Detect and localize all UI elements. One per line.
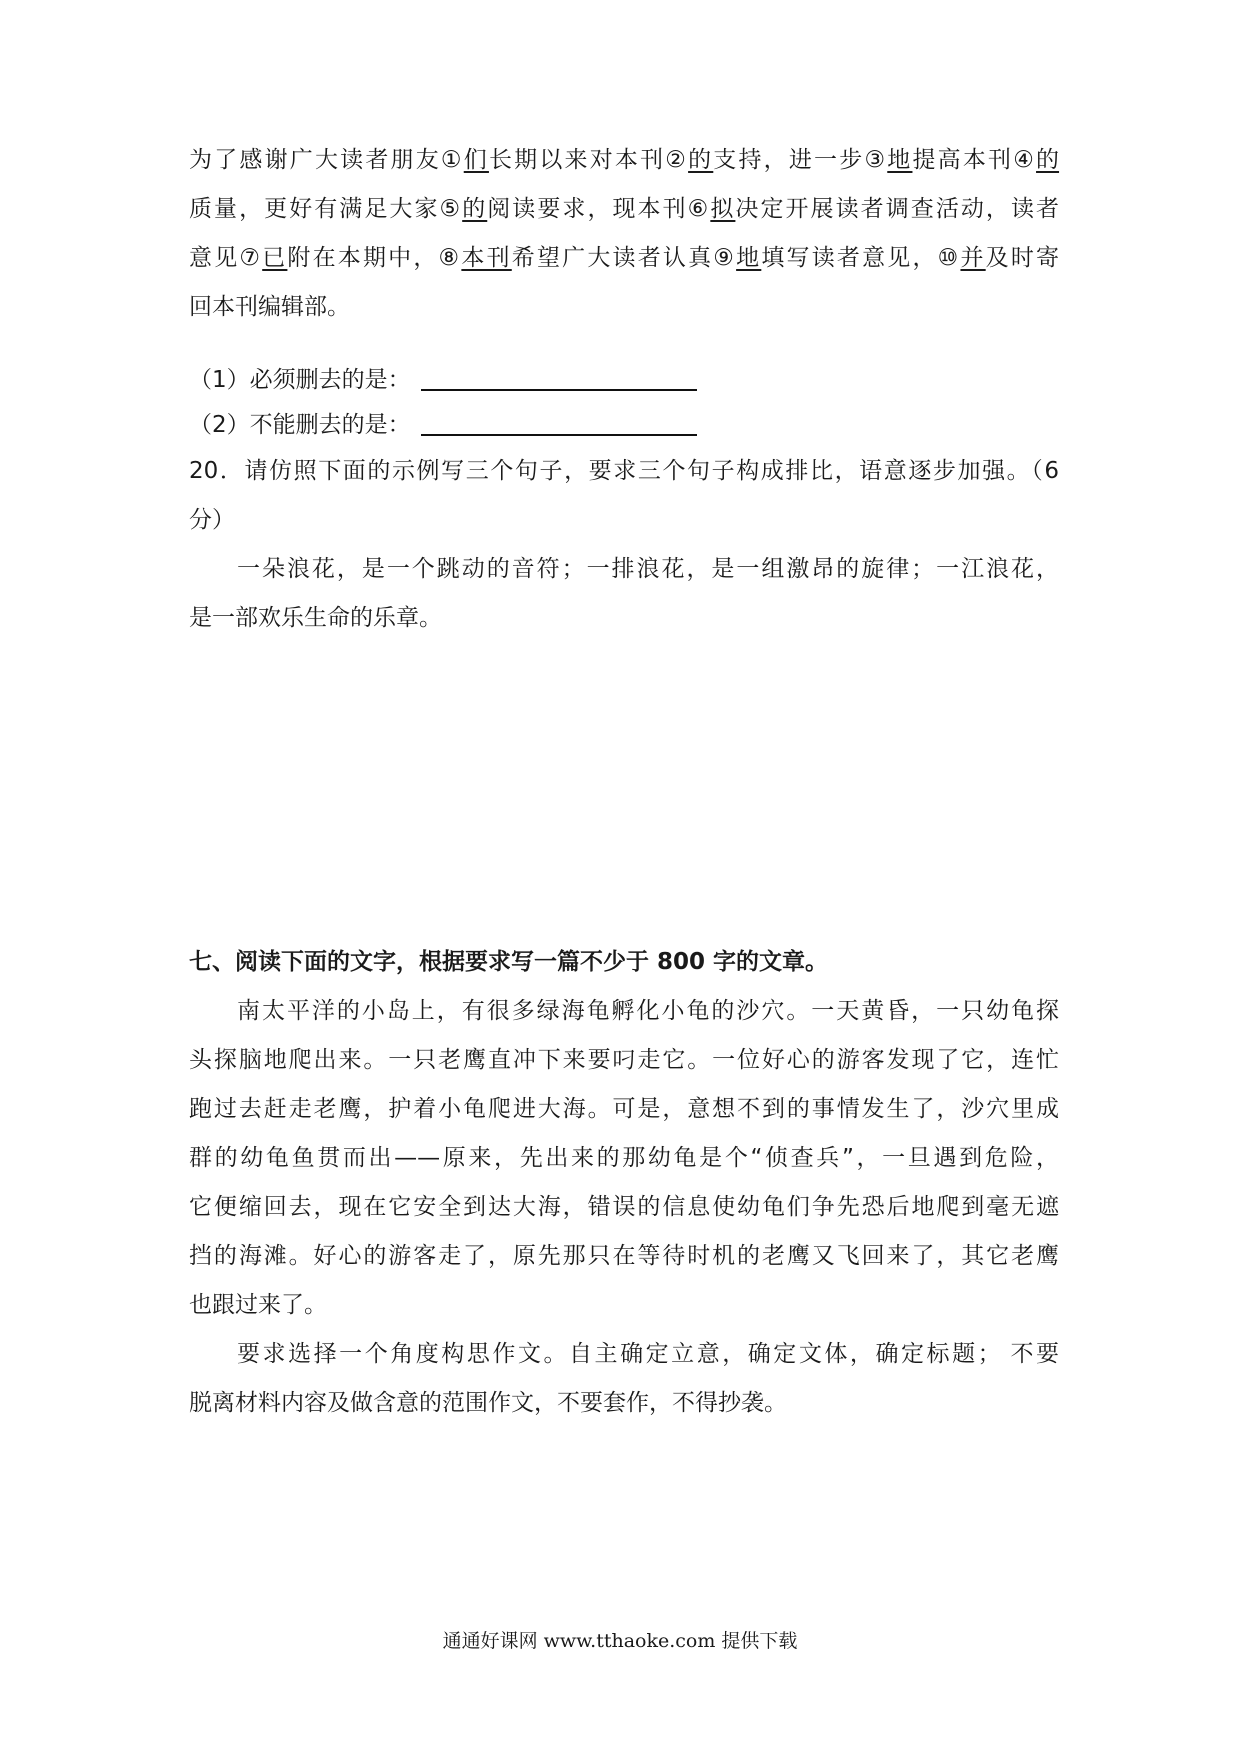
question-20-line-2: 分） <box>189 507 235 533</box>
example-line-1: 一朵浪花，是一个跳动的音符；一排浪花，是一组激昂的旋律；一江浪花， <box>237 556 1059 582</box>
material-line-6: 挡的海滩。好心的游客走了，原先那只在等待时机的老鹰又飞回来了，其它老鹰 <box>189 1243 1059 1269</box>
section-7-heading: 七、阅读下面的文字，根据要求写一篇不少于 800 字的文章。 <box>189 949 829 975</box>
answer-1-label: （1）必须删去的是： <box>189 367 411 393</box>
passage <box>189 136 1059 332</box>
material-line-2: 头探脑地爬出来。一只老鹰直冲下来要叼走它。一位好心的游客发现了它，连忙 <box>189 1047 1059 1073</box>
material-line-5: 它便缩回去，现在它安全到达大海，错误的信息使幼龟们争先恐后地爬到毫无遮 <box>189 1194 1059 1220</box>
passage-line-4: 回本刊编辑部。 <box>189 294 350 320</box>
passage-line-2: 质量，更好有满足大家⑤的阅读要求，现本刊⑥拟决定开展读者调查活动，读者 <box>189 196 1060 222</box>
passage-line-1: 为了感谢广大读者朋友①们长期以来对本刊②的支持，进一步③地提高本刊④的 <box>189 147 1060 173</box>
material-line-1: 南太平洋的小岛上，有很多绿海龟孵化小龟的沙穴。一天黄昏，一只幼龟探 <box>237 998 1059 1024</box>
answer-2-label: （2）不能删去的是： <box>189 412 411 438</box>
requirement-line-2: 脱离材料内容及做含意的范围作文，不要套作，不得抄袭。 <box>189 1390 787 1416</box>
answer-1-blank[interactable] <box>421 363 697 391</box>
material-line-3: 跑过去赶走老鹰，护着小龟爬进大海。可是，意想不到的事情发生了，沙穴里成 <box>189 1096 1059 1122</box>
answer-1 <box>189 356 1059 405</box>
section-7 <box>189 938 1059 1428</box>
example-line-2: 是一部欢乐生命的乐章。 <box>189 605 442 631</box>
answer-2-blank[interactable] <box>421 408 697 436</box>
passage-line-3: 意见⑦已附在本期中，⑧本刊希望广大读者认真⑨地填写读者意见，⑩并及时寄 <box>189 245 1060 271</box>
question-20-line-1: 20．请仿照下面的示例写三个句子，要求三个句子构成排比，语意逐步加强。（6 <box>189 458 1059 484</box>
material-line-7: 也跟过来了。 <box>189 1292 327 1318</box>
answer-2 <box>189 401 1059 450</box>
requirement-line-1: 要求选择一个角度构思作文。自主确定立意，确定文体，确定标题； 不要 <box>237 1341 1059 1367</box>
material-line-4: 群的幼龟鱼贯而出——原来，先出来的那幼龟是个“侦查兵”，一旦遇到危险， <box>189 1145 1059 1171</box>
footer-credit: 通通好课网 www.tthaoke.com 提供下载 <box>442 1630 798 1652</box>
question-20 <box>189 447 1059 643</box>
